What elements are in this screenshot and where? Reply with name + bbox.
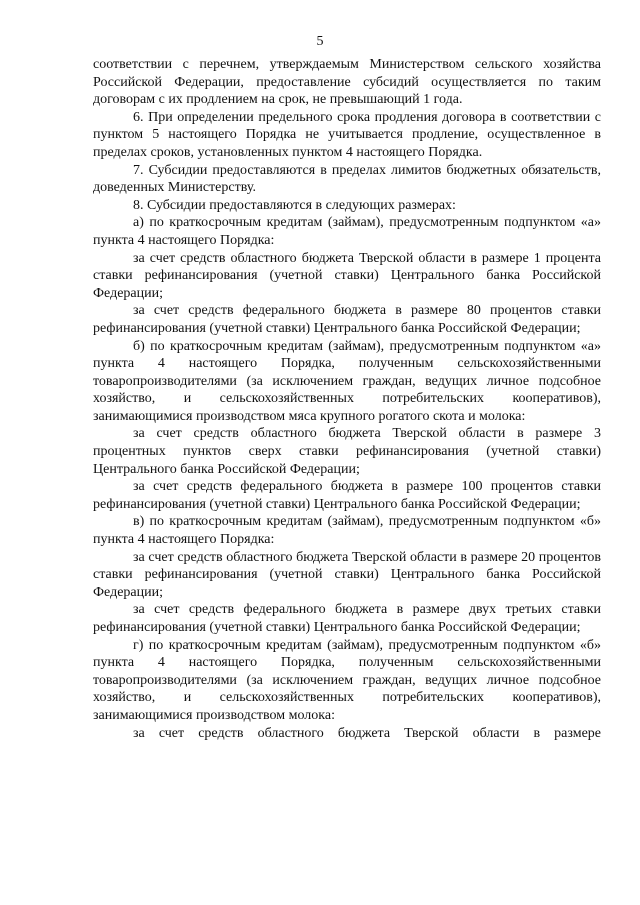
paragraph-item-6: 6. При определении предельного срока продления договора в соответствии с пунктом 5 настоящего Порядка не учитывается продление, осуществленное в пределах сроков, установленных пунктом 4 настоящего Порядка. [93,109,601,160]
subparagraph-a-federal: за счет средств федерального бюджета в размере 80 процентов ставки рефинансирования (учетной ставки) Центрального банка Российской Федерации; [93,303,601,336]
subparagraph-g: г) по краткосрочным кредитам (займам), предусмотренным подпунктом «б» пункта 4 настоящего Порядка, полученным сельскохозяйственными товаропроизводителями (за исключением граждан, ведущих личное подсобное хозяйство, и сельскохозяйственных потребительских кооперативов), занимающимися производством молока: [93,637,601,723]
subparagraph-v-federal: за счет средств федерального бюджета в размере двух третьих ставки рефинансирования (учетной ставки) Центрального банка Российской Федерации; [93,602,601,635]
subparagraph-v: в) по краткосрочным кредитам (займам), предусмотренным подпунктом «б» пункта 4 настоящего Порядка: [93,514,601,548]
page-number: 5 [316,34,324,49]
subparagraph-g-regional: за счет средств областного бюджета Тверской области в размере [133,725,601,741]
document-body [93,56,601,742]
paragraph-item-7: 7. Субсидии предоставляются в пределах лимитов бюджетных обязательств, доведенных Министерству. [93,162,601,196]
subparagraph-b-regional: за счет средств областного бюджета Тверской области в размере 3 процентных пунктов сверх ставки рефинансирования (учетной ставки) Центрального банка Российской Федерации; [93,426,601,477]
subparagraph-a-regional: за счет средств областного бюджета Тверской области в размере 1 процента ставки рефинансирования (учетной ставки) Центрального банка Российской Федерации; [93,250,601,301]
subparagraph-v-regional: за счет средств областного бюджета Тверской области в размере 20 процентов ставки рефинансирования (учетной ставки) Центрального банка Российской Федерации; [93,549,601,600]
subparagraph-b: б) по краткосрочным кредитам (займам), предусмотренным подпунктом «а» пункта 4 настоящего Порядка, полученным сельскохозяйственными товаропроизводителями (за исключением граждан, ведущих личное подсобное хозяйство, и сельскохозяйственных потребительских кооперативов), занимающимися производством мяса крупного рогатого скота и молока: [93,338,601,424]
paragraph-continuation: соответствии с перечнем, утверждаемым Министерством сельского хозяйства Российской Федерации, предоставление субсидий осуществляется по таким договорам с их продлением на срок, не превышающий 1 года. [93,57,601,108]
paragraph-item-8: 8. Субсидии предоставляются в следующих размерах: [133,197,456,213]
subparagraph-a: а) по краткосрочным кредитам (займам), предусмотренным подпунктом «а» пункта 4 настоящего Порядка: [93,215,601,248]
subparagraph-b-federal: за счет средств федерального бюджета в размере 100 процентов ставки рефинансирования (учетной ставки) Центрального банка Российской Федерации; [93,479,601,512]
